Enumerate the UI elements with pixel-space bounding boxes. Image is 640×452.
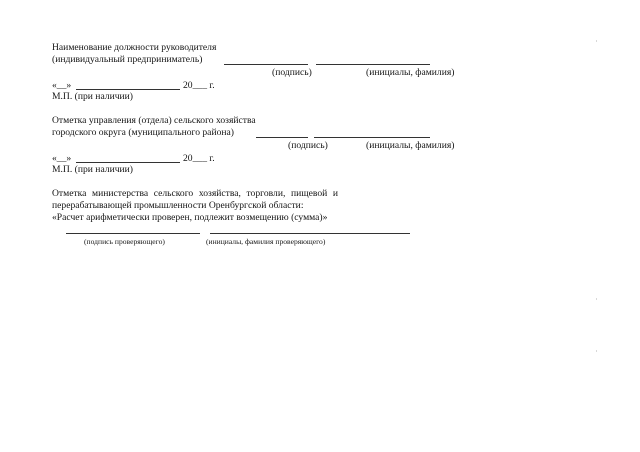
stamp-note: М.П. (при наличии) [52, 91, 133, 102]
inspector-initials-line [210, 233, 410, 234]
scan-speck [596, 298, 597, 300]
signature-line [256, 137, 308, 138]
initials-line [314, 137, 430, 138]
date-month-line [76, 162, 180, 163]
initials-caption: (инициалы, фамилия) [366, 140, 455, 151]
district-line: городского округа (муниципального района) [52, 127, 234, 138]
date-year: 20___ г. [183, 153, 215, 164]
ministry-mark-line: Отметка министерства сельского хозяйства, торговли, пищевой и [52, 188, 339, 199]
signature-line [224, 64, 308, 65]
scan-speck [596, 350, 597, 352]
date-day: «__» [52, 80, 72, 91]
stamp-note: М.П. (при наличии) [52, 164, 133, 175]
signature-caption: (подпись) [288, 140, 328, 151]
initials-caption: (инициалы, фамилия) [366, 67, 455, 78]
inspector-initials-caption: (инициалы, фамилия проверяющего) [206, 237, 326, 246]
ministry-name-line: перерабатывающей промышленности Оренбургской области: [52, 200, 304, 211]
position-title-line: Наименование должности руководителя [52, 42, 217, 53]
entrepreneur-line: (индивидуальный предприниматель) [52, 54, 203, 65]
scan-speck [596, 40, 597, 42]
inspector-signature-line [66, 233, 200, 234]
date-day: «__» [52, 153, 72, 164]
department-mark-line: Отметка управления (отдела) сельского хозяйства [52, 115, 256, 126]
date-month-line [76, 89, 180, 90]
signature-caption: (подпись) [272, 67, 312, 78]
inspector-signature-caption: (подпись проверяющего) [84, 237, 165, 246]
date-year: 20___ г. [183, 80, 215, 91]
initials-line [316, 64, 430, 65]
verification-statement: «Расчет арифметически проверен, подлежит возмещению (сумма)» [52, 212, 328, 223]
